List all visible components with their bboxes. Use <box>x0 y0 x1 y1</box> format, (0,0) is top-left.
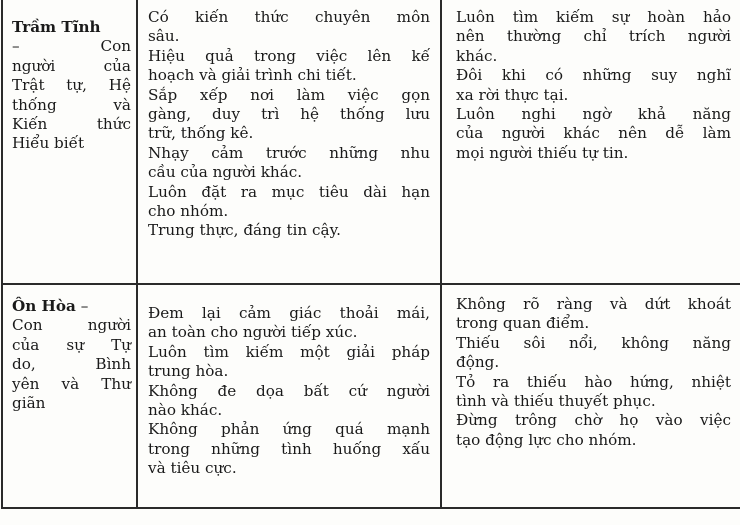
text-line: sâu. <box>148 27 180 46</box>
text-line: Hiệu quả trong việc lên kế <box>148 46 430 65</box>
text-line: tạo động lực cho nhóm. <box>456 430 637 449</box>
text-line: Thiếu sôi nổi, không năng <box>456 333 731 352</box>
text-line: của người khác nên dễ làm <box>456 124 731 143</box>
text-line: Đem lại cảm giác thoải mái, <box>148 304 430 322</box>
text-line: động. <box>456 353 500 372</box>
strength-item <box>148 382 430 421</box>
personality-name: Trầm Tĩnh <box>12 18 101 36</box>
personality-subtitle-line: người của <box>12 56 131 75</box>
text-line: nên thường chỉ trích người <box>456 27 731 46</box>
personality-subtitle-line: Con người <box>12 316 131 335</box>
text-line: Không rõ ràng và dứt khoát <box>456 295 731 313</box>
personality-name-dash: – <box>75 297 89 315</box>
text-line: trung hòa. <box>148 362 229 381</box>
strengths-cell <box>137 284 441 508</box>
personality-subtitle-line: – Con <box>12 37 131 56</box>
text-line: Luôn đặt ra mục tiêu dài hạn <box>148 182 430 201</box>
text-line: Luôn tìm kiếm sự hoàn hảo <box>456 8 731 26</box>
text-line: trong quan điểm. <box>456 314 590 333</box>
personality-subtitle-line: Trật tự, Hệ <box>12 76 131 95</box>
text-line: mọi người thiếu tự tin. <box>456 143 629 162</box>
text-line: Trung thực, đáng tin cậy. <box>148 221 341 240</box>
personality-subtitle-line: do, Bình <box>12 355 131 374</box>
text-line: Nhạy cảm trước những nhu <box>148 143 430 162</box>
strength-item <box>148 221 430 240</box>
text-line: hoạch và giải trình chi tiết. <box>148 66 357 85</box>
text-line: Không đe dọa bất cứ người <box>148 381 430 400</box>
weakness-item <box>456 105 731 163</box>
text-line: gàng, duy trì hệ thống lưu <box>148 105 430 124</box>
weakness-item <box>456 334 731 373</box>
table-row <box>2 0 740 284</box>
weaknesses-cell <box>441 284 740 508</box>
text-line: Tỏ ra thiếu hào hứng, nhiệt <box>456 372 731 391</box>
personality-name-cell <box>2 284 137 508</box>
personality-subtitle-line: thống và <box>12 95 131 114</box>
strength-item <box>148 86 430 144</box>
personality-name-line <box>12 297 131 316</box>
text-line: Luôn tìm kiếm một giải pháp <box>148 342 430 361</box>
weakness-item <box>456 66 731 105</box>
text-line: Sắp xếp nơi làm việc gọn <box>148 85 430 104</box>
strengths-cell <box>137 0 441 284</box>
strength-item <box>148 144 430 183</box>
text-line: cho nhóm. <box>148 202 229 221</box>
personality-table <box>1 0 740 509</box>
strength-item <box>148 304 430 343</box>
weaknesses-cell <box>441 0 740 284</box>
text-line: Đôi khi có những suy nghĩ <box>456 66 731 85</box>
text-line: Luôn nghi ngờ khả năng <box>456 105 731 124</box>
strength-item <box>148 8 430 47</box>
strength-item <box>148 183 430 222</box>
text-line: Đừng trông chờ họ vào việc <box>456 411 731 430</box>
personality-subtitle-line: yên và Thư <box>12 374 131 393</box>
weakness-item <box>456 8 731 66</box>
strength-item <box>148 420 430 478</box>
text-line: tình và thiếu thuyết phục. <box>456 392 656 411</box>
personality-subtitle-line: Kiến thức <box>12 115 131 134</box>
text-line: Không phản ứng quá mạnh <box>148 420 430 439</box>
text-line: an toàn cho người tiếp xúc. <box>148 323 358 342</box>
text-line: và tiêu cực. <box>148 459 237 478</box>
text-line: Có kiến thức chuyên môn <box>148 8 430 26</box>
personality-subtitle-line: của sự Tự <box>12 335 131 354</box>
text-line: xa rời thực tại. <box>456 85 569 104</box>
text-line: khác. <box>456 46 498 65</box>
weakness-item <box>456 373 731 412</box>
table-row <box>2 284 740 508</box>
personality-subtitle-line: giãn <box>12 394 46 413</box>
text-line: trữ, thống kê. <box>148 124 254 143</box>
weakness-item <box>456 295 731 334</box>
strength-item <box>148 343 430 382</box>
personality-name-cell <box>2 0 137 284</box>
personality-name: Ôn Hòa <box>12 297 76 315</box>
text-line: nào khác. <box>148 401 223 420</box>
text-line: cầu của người khác. <box>148 163 303 182</box>
strength-item <box>148 47 430 86</box>
weakness-item <box>456 411 731 450</box>
text-line: trong những tình huống xấu <box>148 439 430 458</box>
personality-subtitle-line: Hiểu biết <box>12 134 85 153</box>
